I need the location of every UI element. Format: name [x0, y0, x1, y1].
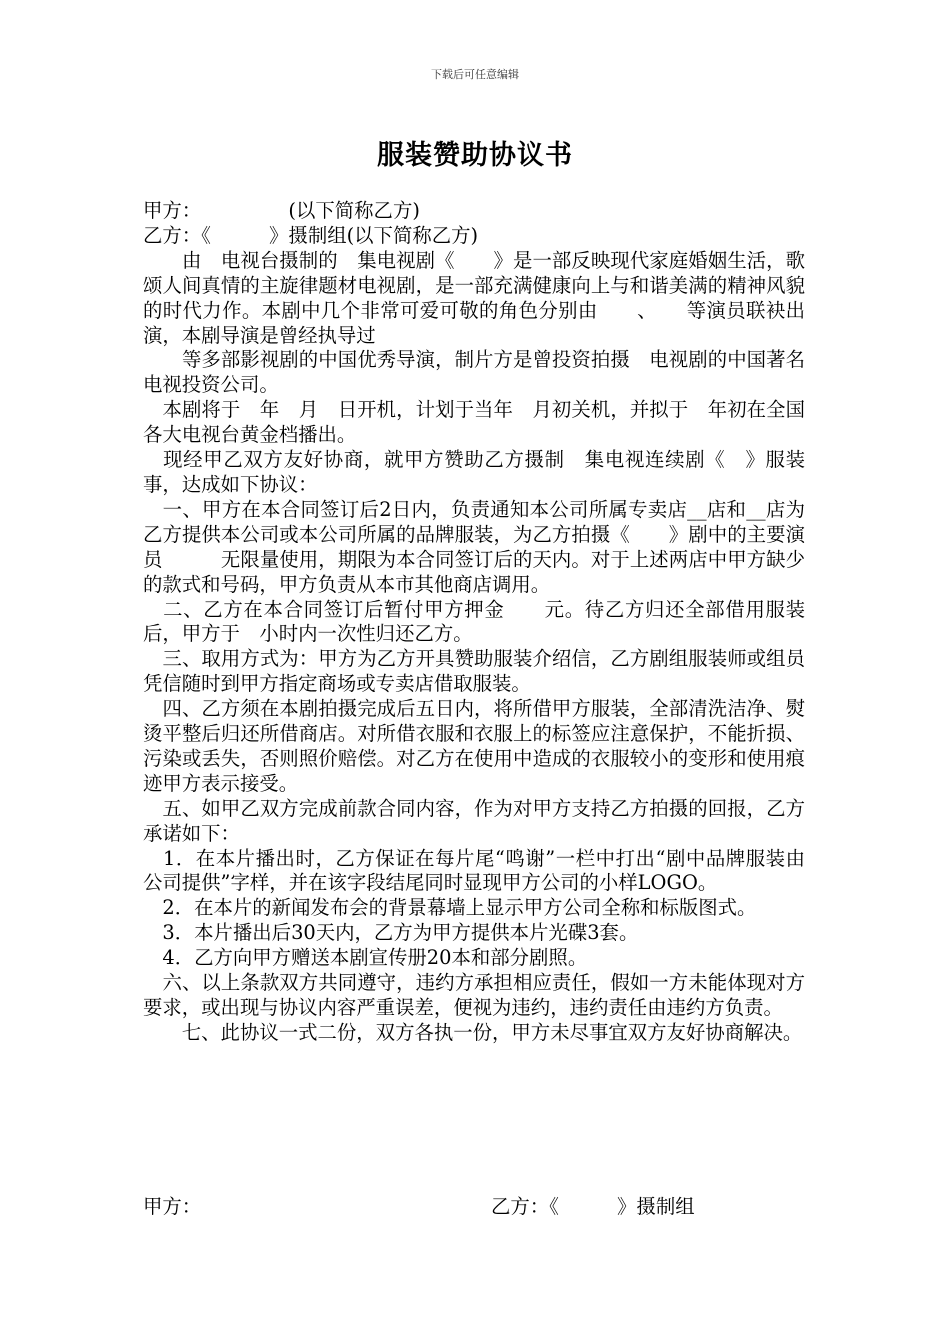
- clause-5-item-1: 1．在本片播出时，乙方保证在每片尾“鸣谢”一栏中打出“剧中品牌服装由 公司提供”字样，并在该字段结尾同时显现甲方公司的小样LOGO。: [143, 846, 902, 895]
- party-a-line: 甲方： (以下简称乙方): [143, 199, 420, 222]
- clause-6: 六、以上条款双方共同遵守，违约方承担相应责任，假如一方未能体现对方要求，或出现与协议内容严重误差，便视为违约，违约责任由违约方负责。: [143, 971, 805, 1019]
- intro-paragraph-cont: 等多部影视剧的中国优秀导演，制片方是曾投资拍摄 电视剧的中国著名电视投资公司。: [143, 348, 805, 397]
- clause-3: 三、取用方式为：甲方为乙方开具赞助服装介绍信，乙方剧组服装师或组员凭信随时到甲方指定商场或专卖店借取服装。: [143, 647, 805, 696]
- schedule-paragraph: 本剧将于 年 月 日开机，计划于当年 月初关机，并拟于 年初在全国各大电视台黄金档播出。: [143, 398, 805, 447]
- clause-2: 二、乙方在本合同签订后暂付甲方押金 元。待乙方归还全部借用服装后，甲方于 小时内一次性归还乙方。: [143, 597, 805, 646]
- document-title: 服装赞助协议书: [377, 140, 573, 171]
- signature-party-b: 乙方：《 》摄制组: [491, 1195, 695, 1218]
- signature-party-a: 甲方：: [143, 1195, 202, 1218]
- page-header-note: 下载后可任意编辑: [431, 68, 519, 81]
- clause-5-item-4: 4．乙方向甲方赠送本剧宣传册20本和部分剧照。: [143, 946, 588, 970]
- clause-7: 七、此协议一式二份，双方各执一份，甲方未尽事宜双方友好协商解决。: [143, 1020, 803, 1044]
- intro-paragraph: 由 电视台摄制的 集电视剧《 》是一部反映现代家庭婚姻生活，歌颂人间真情的主旋律题材电视剧，是一部充满健康向上与和谐美满的精神风貌的时代力作。本剧中几个非常可爱可敬的角色分别由 、 等演员联袂出演，本剧导演是曾经执导过: [143, 248, 805, 347]
- clause-5: 五、如甲乙双方完成前款合同内容，作为对甲方支持乙方拍摄的回报，乙方承诺如下：: [143, 796, 805, 845]
- clause-5-item-2: 2．在本片的新闻发布会的背景幕墙上显示甲方公司全称和标版图式。: [143, 896, 757, 920]
- party-b-line: 乙方：《 》摄制组(以下简称乙方): [143, 223, 479, 247]
- agreement-preamble: 现经甲乙双方友好协商，就甲方赞助乙方摄制 集电视连续剧《 》服装事，达成如下协议：: [143, 448, 805, 496]
- document-body: [143, 199, 902, 1046]
- clause-4: 四、乙方须在本剧拍摄完成后五日内，将所借甲方服装，全部清洗洁净、熨烫平整后归还所借商店。对所借衣服和衣服上的标签应注意保护，不能折损、污染或丢失，否则照价赔偿。对乙方在使用中造成的衣服较小的变形和使用痕迹甲方表示接受。: [143, 697, 805, 795]
- clause-5-item-3: 3．本片播出后30天内，乙方为甲方提供本片光碟3套。: [143, 921, 639, 945]
- clause-1: 一、甲方在本合同签订后2日内，负责通知本公司所属专卖店__店和__店为乙方提供本公司或本公司所属的品牌服装，为乙方拍摄《 》剧中的主要演员 无限量使用，期限为本合同签订后的天内。对于上述两店中甲方缺少的款式和号码，甲方负责从本市其他商店调用。: [143, 497, 805, 596]
